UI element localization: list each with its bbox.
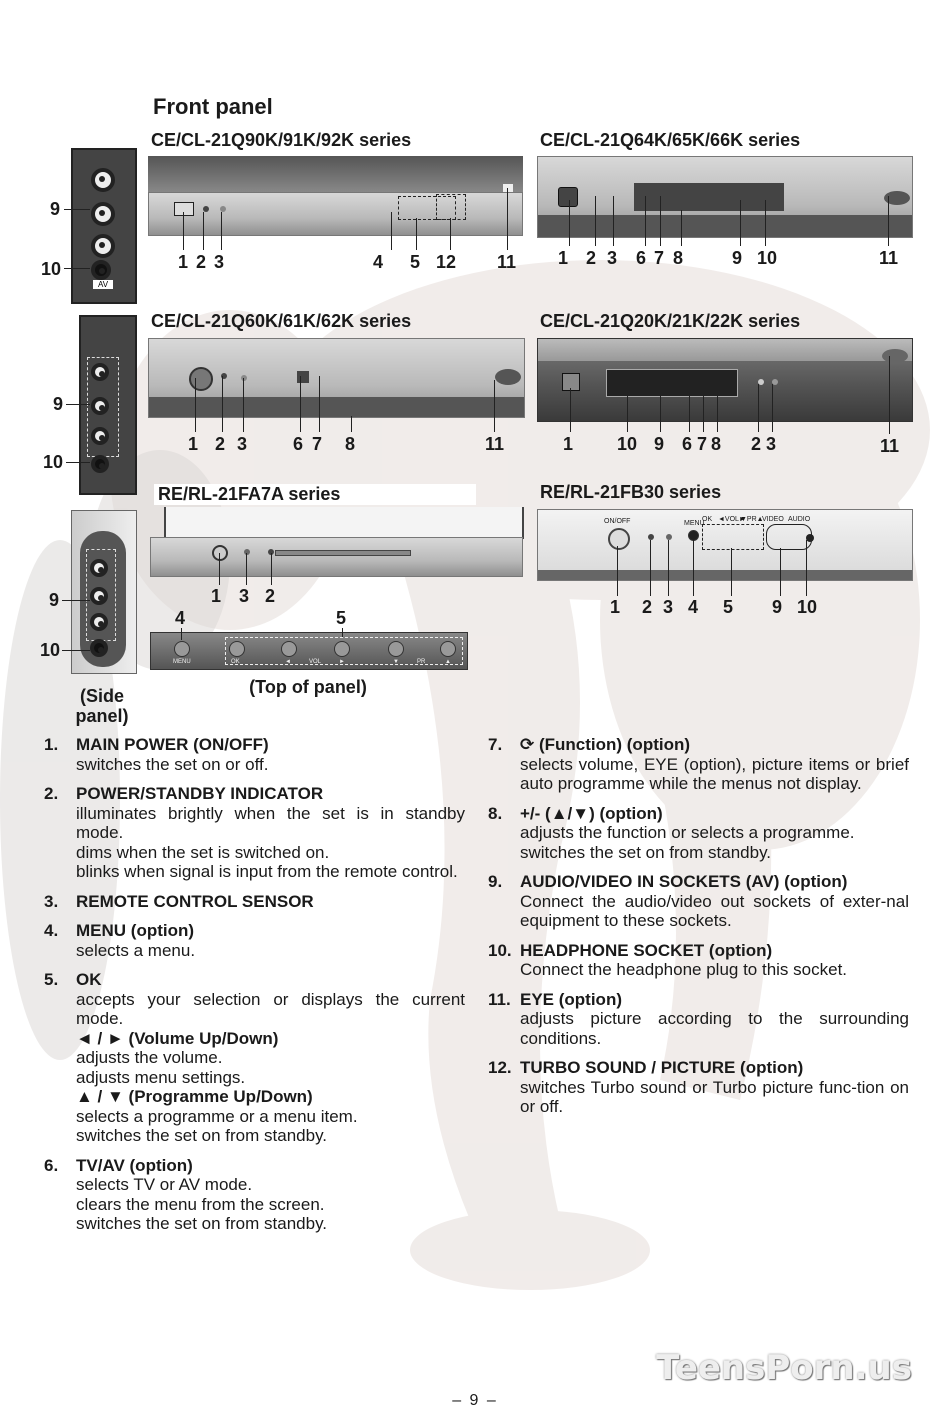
- list-item: [44, 784, 465, 882]
- item-number: 1.: [44, 735, 59, 754]
- callout-s3-7: 7: [312, 434, 323, 454]
- callout-s1-11: 11: [497, 252, 517, 272]
- tv-panel-s3: [148, 338, 525, 418]
- audio-r-jack: [90, 613, 108, 631]
- list-item: [488, 941, 909, 980]
- leader-line: [195, 378, 196, 432]
- leader-line: [717, 386, 718, 432]
- indicator-slot: [275, 550, 411, 556]
- series-title-4: CE/CL-21Q20K/21K/22K series: [540, 311, 801, 331]
- headphone-jack: [91, 260, 111, 280]
- series-title-3: CE/CL-21Q60K/61K/62K series: [151, 311, 412, 331]
- description-list-left: [44, 735, 465, 1244]
- remote-sensor: [666, 534, 672, 540]
- callout-s3-11: 11: [485, 434, 505, 454]
- control-strip: [150, 537, 523, 577]
- leader-line: [271, 553, 272, 585]
- callout-side1-9: 9: [50, 199, 61, 219]
- vol-down-button: [281, 641, 297, 657]
- callout-s2-2: 2: [586, 248, 597, 268]
- leader-line: [758, 384, 759, 432]
- leader-line: [219, 553, 220, 585]
- callout-s4-6: 6: [682, 434, 693, 454]
- leader-line: [243, 378, 244, 432]
- watermark: TeensPorn.us: [656, 1348, 912, 1388]
- menu-label: MENU: [173, 659, 191, 665]
- item-text: Connect the headphone plug to this socket.: [520, 960, 848, 979]
- callout-top-4: 4: [175, 608, 186, 628]
- callout-side2-10: 10: [43, 452, 64, 472]
- callout-s3-6: 6: [293, 434, 304, 454]
- standby-indicator: [648, 534, 654, 540]
- video-jack: [91, 168, 115, 192]
- list-item: [44, 921, 465, 960]
- control-strip: [148, 192, 523, 236]
- callout-s2-10: 10: [757, 248, 778, 268]
- item-heading: OK: [76, 970, 102, 989]
- callout-s3-3: 3: [237, 434, 248, 454]
- list-item: [488, 1058, 909, 1117]
- callout-s1-12: 12: [436, 252, 457, 272]
- callout-s4-10: 10: [617, 434, 638, 454]
- callout-s2-8: 8: [673, 248, 684, 268]
- leader-line: [645, 196, 646, 246]
- item-heading: EYE (option): [520, 989, 622, 1009]
- tvav-button: [297, 371, 309, 383]
- item-number: 5.: [44, 970, 59, 989]
- list-item: [44, 970, 465, 1146]
- item-number: 3.: [44, 891, 59, 911]
- leader-line: [569, 200, 570, 246]
- menu-label: MENU: [684, 520, 705, 527]
- base-strip: [149, 397, 524, 417]
- leader-line: [64, 268, 90, 269]
- base-strip: [538, 570, 912, 580]
- leader-line: [66, 404, 90, 405]
- side-panel-caption: [70, 686, 134, 726]
- leader-line: [660, 196, 661, 246]
- item-heading: ⟳ (Function) (option): [520, 735, 691, 754]
- leader-line: [494, 380, 495, 432]
- item-number: 8.: [488, 803, 503, 823]
- callout-s6-2: 2: [642, 597, 653, 617]
- callout-s2-1: 1: [558, 248, 569, 268]
- leader-line: [351, 416, 352, 432]
- item-text: switches the set on from standby.: [76, 1126, 328, 1145]
- item-heading: TURBO SOUND / PICTURE (option): [520, 1058, 804, 1077]
- leader-line: [507, 188, 508, 250]
- item-text: adjusts picture according to the surrounding conditions.: [520, 1009, 909, 1048]
- leader-line: [64, 209, 90, 210]
- screen: [164, 507, 524, 539]
- leader-line: [668, 540, 669, 596]
- top-strip: [538, 339, 912, 361]
- tv-panel-s4: [537, 338, 913, 422]
- leader-line: [183, 212, 184, 250]
- top-panel-caption: (Top of panel): [249, 677, 367, 697]
- leader-line: [391, 212, 392, 250]
- item-heading: +/- (▲/▼) (option): [520, 803, 663, 823]
- video-jack: [91, 363, 109, 381]
- callout-s6-9: 9: [772, 597, 783, 617]
- leader-line: [181, 628, 182, 640]
- list-item: [488, 872, 909, 931]
- callout-s2-9: 9: [732, 248, 743, 268]
- audio-r-jack: [91, 234, 115, 258]
- leader-line: [221, 212, 222, 250]
- item-text: dims when the set is switched on.: [76, 842, 330, 862]
- power-button: [174, 202, 194, 216]
- audio-l-jack: [90, 587, 108, 605]
- callout-top-5: 5: [336, 608, 347, 628]
- callout-s6-5: 5: [723, 597, 734, 617]
- leader-line: [780, 548, 781, 596]
- item-number: 12.: [488, 1058, 512, 1077]
- menu-button: [174, 641, 190, 657]
- tv-panel-s6: [537, 509, 913, 581]
- control-window: [634, 183, 784, 211]
- leader-line: [570, 388, 571, 432]
- leader-line: [617, 546, 618, 596]
- item-text: switches the set on or off.: [76, 754, 269, 774]
- audio-l-jack: [91, 202, 115, 226]
- item-heading: HEADPHONE SOCKET (option): [520, 940, 773, 960]
- callout-side2-9: 9: [53, 394, 64, 414]
- power-button: [189, 367, 213, 391]
- list-item: [44, 892, 465, 912]
- item-text: Connect the audio/video out sockets of exter-nal equipment to these sockets.: [520, 891, 909, 930]
- item-number: 4.: [44, 921, 59, 940]
- audio-l-jack: [91, 397, 109, 415]
- callout-s1-2: 2: [196, 252, 207, 272]
- callout-side1-10: 10: [41, 259, 62, 279]
- callout-s4-1: 1: [563, 434, 574, 454]
- headphone-jack: [91, 455, 109, 473]
- callout-s2-7: 7: [654, 248, 665, 268]
- vol-down-label: ◄: [285, 659, 291, 665]
- item-heading: AUDIO/VIDEO IN SOCKETS (AV) (option): [520, 872, 848, 891]
- item-text: adjusts menu settings.: [76, 1067, 246, 1087]
- pr-up-label: ▲: [445, 659, 451, 665]
- callout-s4-2: 2: [751, 434, 762, 454]
- leader-line: [222, 376, 223, 432]
- vol-label: VOL: [309, 659, 322, 665]
- item-text: selects TV or AV mode.: [76, 1175, 253, 1194]
- power-button: [562, 373, 580, 391]
- eye-sensor: [882, 349, 908, 363]
- page-number: – 9 –: [452, 1392, 498, 1409]
- remote-sensor: [241, 375, 247, 381]
- leader-line: [740, 200, 741, 246]
- leader-line: [772, 384, 773, 432]
- leader-line: [703, 386, 704, 432]
- series-title-6: RE/RL-21FB30 series: [540, 482, 722, 502]
- leader-line: [806, 540, 807, 596]
- callout-side3-9: 9: [49, 590, 60, 610]
- vol-up-label: ►: [339, 659, 345, 665]
- item-number: 6.: [44, 1155, 59, 1175]
- eye-sensor: [503, 184, 513, 192]
- leader-line: [300, 376, 301, 432]
- leader-line: [888, 196, 889, 246]
- callout-s6-1: 1: [610, 597, 621, 617]
- list-item: [488, 804, 909, 863]
- vol-up-button: [334, 641, 350, 657]
- video-jack: [90, 559, 108, 577]
- callout-s4-8: 8: [711, 434, 722, 454]
- pr-label: PR: [417, 659, 426, 665]
- callout-s6-10: 10: [797, 597, 818, 617]
- onoff-label: ON/OFF: [604, 518, 631, 525]
- tv-panel-s1: [148, 156, 523, 236]
- callout-s4-9: 9: [654, 434, 665, 454]
- ok-vol-pr-group: [702, 524, 764, 550]
- leader-line: [342, 628, 343, 637]
- callout-s3-8: 8: [345, 434, 356, 454]
- tv-panel-s2: [537, 156, 913, 238]
- item-text: switches the set on from standby.: [76, 1214, 328, 1233]
- item-heading: MENU (option): [76, 921, 195, 940]
- leader-line: [660, 396, 661, 432]
- leader-line: [731, 548, 732, 596]
- leader-line: [889, 356, 890, 434]
- leader-line: [203, 212, 204, 250]
- turbo-group: [436, 194, 466, 220]
- leader-line: [689, 386, 690, 432]
- page-title: Front panel: [153, 94, 273, 119]
- side-panel-1: [71, 148, 137, 304]
- leader-line: [627, 386, 628, 432]
- item-number: 2.: [44, 784, 59, 803]
- eye-sensor: [495, 369, 521, 385]
- leader-line: [62, 650, 90, 651]
- leader-line: [450, 218, 451, 250]
- callout-s3-2: 2: [215, 434, 226, 454]
- power-button: [212, 545, 228, 561]
- callout-s1-3: 3: [214, 252, 225, 272]
- item-text: adjusts the volume.: [76, 1048, 223, 1067]
- item-number: 7.: [488, 735, 503, 754]
- callout-s4-11: 11: [880, 436, 900, 456]
- video-label: VIDEO: [762, 516, 784, 523]
- callout-s2-3: 3: [607, 248, 618, 268]
- leader-line: [319, 376, 320, 432]
- list-item: [44, 735, 465, 774]
- item-text: adjusts the function or selects a programme.: [520, 823, 855, 842]
- item-subheading: ▲ / ▼ (Programme Up/Down): [76, 1087, 313, 1106]
- leader-line: [246, 553, 247, 585]
- item-heading: MAIN POWER (ON/OFF): [76, 735, 269, 754]
- callout-s5-3: 3: [239, 586, 250, 606]
- callout-s4-7: 7: [697, 434, 708, 454]
- leader-line: [765, 200, 766, 246]
- control-window: [606, 369, 738, 397]
- item-number: 10.: [488, 940, 512, 960]
- item-subheading: ◄ / ► (Volume Up/Down): [76, 1028, 279, 1048]
- series-title-2: CE/CL-21Q64K/65K/66K series: [540, 130, 801, 150]
- leader-line: [595, 196, 596, 246]
- list-item: [488, 735, 909, 794]
- leader-line: [693, 540, 694, 596]
- ok-label: OK: [702, 516, 713, 523]
- remote-sensor: [244, 549, 250, 555]
- item-heading: TV/AV (option): [76, 1155, 193, 1175]
- vol-label: ◄VOL►: [718, 516, 746, 523]
- pr-down-button: [388, 641, 404, 657]
- headphone-jack: [90, 639, 108, 657]
- callout-s4-3: 3: [766, 434, 777, 454]
- leader-line: [62, 600, 90, 601]
- leader-line: [66, 462, 90, 463]
- item-text: selects a menu.: [76, 940, 196, 960]
- power-button: [608, 528, 630, 550]
- callout-s1-5: 5: [410, 252, 421, 272]
- power-button: [558, 187, 578, 207]
- headphone-jack: [806, 534, 814, 542]
- item-text: switches the set on from standby.: [520, 842, 772, 862]
- series-title-1: CE/CL-21Q90K/91K/92K series: [151, 130, 412, 150]
- description-list-right: [488, 735, 909, 1127]
- ok-button: [229, 641, 245, 657]
- item-text: switches Turbo sound or Turbo picture func-tion on or off.: [520, 1077, 909, 1116]
- item-text: blinks when signal is input from the remote control.: [76, 862, 458, 881]
- leader-line: [613, 196, 614, 246]
- callout-s5-1: 1: [211, 586, 222, 606]
- callout-s5-2: 2: [265, 586, 276, 606]
- av-label: AV: [93, 280, 113, 289]
- callout-s6-3: 3: [663, 597, 674, 617]
- callout-s6-4: 4: [688, 597, 699, 617]
- item-heading: REMOTE CONTROL SENSOR: [76, 891, 314, 911]
- top-panel-strip: [150, 632, 468, 670]
- pr-down-label: ▼: [393, 659, 399, 665]
- audio-label: AUDIO: [788, 516, 811, 523]
- audio-r-jack: [91, 427, 109, 445]
- item-text: selects volume, EYE (option), picture items or brief auto programme while the menus not display.: [520, 754, 909, 793]
- item-text: accepts your selection or displays the current mode.: [76, 989, 465, 1028]
- leader-line: [681, 210, 682, 246]
- tv-panel-s5: [150, 507, 523, 577]
- callout-s1-4: 4: [373, 252, 384, 272]
- item-text: illuminates brightly when the set is in standby mode.: [76, 803, 465, 842]
- side-caption-line1: (Side: [79, 686, 124, 706]
- pr-up-button: [440, 641, 456, 657]
- list-item: [488, 990, 909, 1049]
- item-text: clears the menu from the screen.: [76, 1194, 325, 1214]
- side-panel-2: [79, 315, 137, 495]
- callout-s2-11: 11: [879, 248, 899, 268]
- side-caption-line2: panel): [75, 706, 129, 726]
- callout-s2-6: 6: [636, 248, 647, 268]
- item-text: selects a programme or a menu item.: [76, 1106, 358, 1126]
- item-number: 11.: [488, 989, 511, 1009]
- item-heading: POWER/STANDBY INDICATOR: [76, 784, 324, 803]
- pr-label: ▼PR▲: [740, 516, 764, 523]
- ok-label: OK: [231, 659, 240, 665]
- list-item: [44, 1156, 465, 1234]
- item-number: 9.: [488, 872, 503, 891]
- series-title-5: RE/RL-21FA7A series: [154, 484, 476, 505]
- callout-s1-1: 1: [178, 252, 189, 272]
- leader-line: [650, 540, 651, 596]
- callout-s3-1: 1: [188, 434, 199, 454]
- leader-line: [416, 218, 417, 250]
- callout-side3-10: 10: [40, 640, 61, 660]
- screen-bezel: [148, 156, 523, 192]
